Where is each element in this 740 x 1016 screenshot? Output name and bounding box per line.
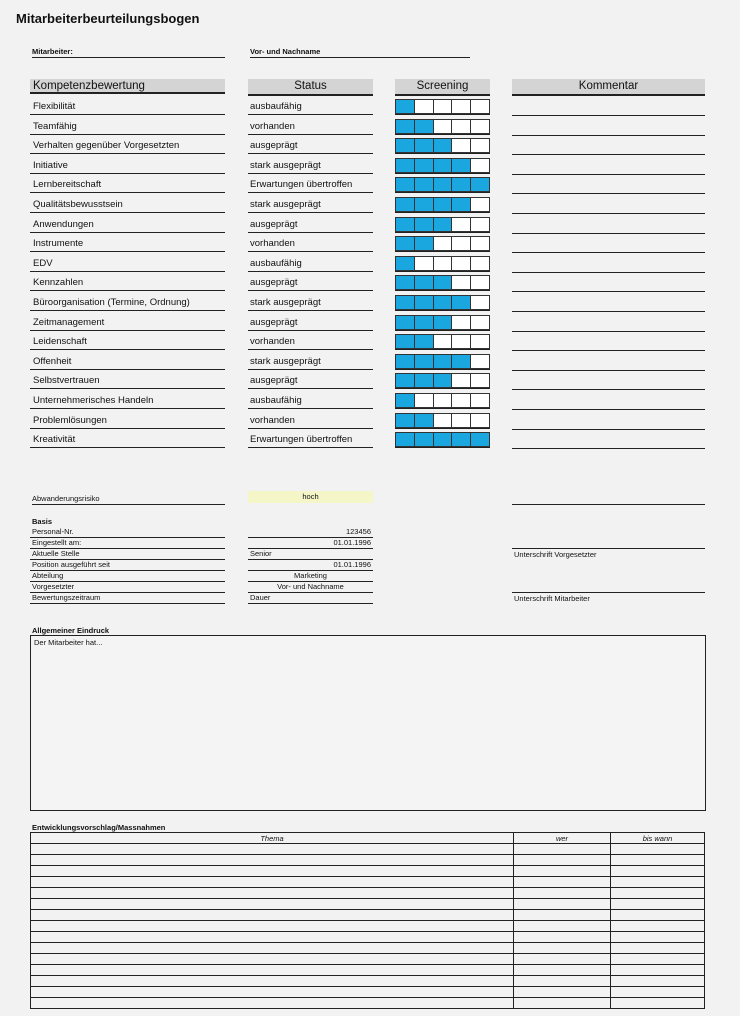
competency-label: Unternehmerisches Handeln <box>30 393 225 409</box>
screening-bar <box>395 99 490 115</box>
screening-cell-empty <box>433 236 452 251</box>
screening-cell-empty <box>470 295 490 310</box>
table-cell[interactable] <box>611 899 705 910</box>
deadline-column-header: bis wann <box>611 833 705 844</box>
competency-label: Zeitmanagement <box>30 315 225 331</box>
table-cell[interactable] <box>611 910 705 921</box>
screening-cell-filled <box>433 197 452 212</box>
screening-cell-empty <box>470 158 490 173</box>
table-cell[interactable] <box>514 888 611 899</box>
screening-cell-filled <box>414 373 433 388</box>
screening-cell-empty <box>451 393 470 408</box>
screening-cell-empty <box>451 138 470 153</box>
competency-comment-line[interactable] <box>512 432 705 449</box>
topic-column-header: Thema <box>31 833 514 844</box>
screening-bar <box>395 158 490 174</box>
screening-cell-empty <box>433 413 452 428</box>
competency-label: Kreativität <box>30 432 225 448</box>
table-row <box>31 965 705 976</box>
screening-cell-filled <box>414 119 433 134</box>
competency-label: Leidenschaft <box>30 334 225 350</box>
table-cell[interactable] <box>31 888 514 899</box>
screening-cell-filled <box>414 295 433 310</box>
table-cell[interactable] <box>514 965 611 976</box>
screening-cell-filled <box>451 354 470 369</box>
competency-label: Kennzahlen <box>30 275 225 291</box>
screening-cell-empty <box>451 413 470 428</box>
competency-label: EDV <box>30 256 225 272</box>
screening-cell-filled <box>395 432 414 447</box>
competency-label: Instrumente <box>30 236 225 252</box>
table-cell[interactable] <box>31 899 514 910</box>
employee-label: Mitarbeiter: <box>32 47 73 56</box>
screening-cell-empty <box>451 256 470 271</box>
table-cell[interactable] <box>514 998 611 1009</box>
screening-bar <box>395 354 490 370</box>
screening-bar <box>395 413 490 429</box>
table-cell[interactable] <box>611 932 705 943</box>
table-row <box>31 899 705 910</box>
table-row <box>31 987 705 998</box>
table-cell[interactable] <box>31 877 514 888</box>
impression-textbox[interactable] <box>30 635 706 811</box>
screening-cell-filled <box>433 315 452 330</box>
screening-bar <box>395 217 490 233</box>
competency-status[interactable]: ausgeprägt <box>248 373 373 389</box>
screening-bar <box>395 197 490 213</box>
table-cell[interactable] <box>611 844 705 855</box>
table-cell[interactable] <box>514 866 611 877</box>
table-row <box>31 976 705 987</box>
screening-cell-filled <box>433 138 452 153</box>
table-cell[interactable] <box>611 866 705 877</box>
screening-cell-filled <box>414 158 433 173</box>
screening-cell-empty <box>433 119 452 134</box>
basis-label: Personal-Nr. <box>30 527 225 538</box>
competency-comment-line[interactable] <box>512 275 705 292</box>
competency-status[interactable]: vorhanden <box>248 236 373 252</box>
competency-comment-line[interactable] <box>512 119 705 136</box>
competency-comment-line[interactable] <box>512 413 705 430</box>
screening-bar <box>395 295 490 311</box>
screening-bar <box>395 236 490 252</box>
competency-status[interactable]: stark ausgeprägt <box>248 354 373 370</box>
competency-status[interactable]: vorhanden <box>248 413 373 429</box>
competency-status[interactable]: stark ausgeprägt <box>248 197 373 213</box>
competency-comment-line[interactable] <box>512 393 705 410</box>
competence-column-header: Kompetenzbewertung <box>30 79 225 94</box>
competency-status[interactable]: ausgeprägt <box>248 275 373 291</box>
table-cell[interactable] <box>31 910 514 921</box>
screening-cell-empty <box>470 334 490 349</box>
screening-cell-empty <box>470 99 490 114</box>
screening-cell-filled <box>395 256 414 271</box>
screening-cell-empty <box>451 236 470 251</box>
screening-cell-filled <box>470 432 490 447</box>
screening-cell-empty <box>470 236 490 251</box>
supervisor-signature-label: Unterschrift Vorgesetzter <box>514 550 597 559</box>
table-cell[interactable] <box>514 855 611 866</box>
competency-comment-line[interactable] <box>512 158 705 175</box>
table-row <box>31 877 705 888</box>
basis-value[interactable]: 01.01.1996 <box>248 538 373 549</box>
table-cell[interactable] <box>31 844 514 855</box>
table-cell[interactable] <box>31 943 514 954</box>
screening-bar <box>395 334 490 350</box>
screening-cell-filled <box>395 373 414 388</box>
competency-comment-line[interactable] <box>512 256 705 273</box>
table-cell[interactable] <box>31 987 514 998</box>
competency-status[interactable]: Erwartungen übertroffen <box>248 177 373 193</box>
screening-cell-empty <box>470 354 490 369</box>
table-cell[interactable] <box>611 965 705 976</box>
screening-cell-filled <box>414 236 433 251</box>
screening-cell-empty <box>470 315 490 330</box>
competency-label: Initiative <box>30 158 225 174</box>
status-column-header: Status <box>248 79 373 96</box>
screening-cell-filled <box>451 295 470 310</box>
screening-cell-empty <box>433 334 452 349</box>
screening-bar <box>395 393 490 409</box>
screening-cell-empty <box>451 373 470 388</box>
competency-status[interactable]: ausgeprägt <box>248 138 373 154</box>
competency-comment-line[interactable] <box>512 236 705 253</box>
basis-title: Basis <box>32 517 53 526</box>
basis-label: Bewertungszeitraum <box>30 593 225 604</box>
table-cell[interactable] <box>514 954 611 965</box>
competency-comment-line[interactable] <box>512 295 705 312</box>
screening-bar <box>395 432 490 448</box>
competency-status[interactable]: ausgeprägt <box>248 315 373 331</box>
screening-cell-filled <box>451 432 470 447</box>
employee-name-label: Vor- und Nachname <box>250 47 321 56</box>
table-cell[interactable] <box>514 987 611 998</box>
table-cell[interactable] <box>611 998 705 1009</box>
screening-cell-filled <box>414 413 433 428</box>
screening-cell-filled <box>433 295 452 310</box>
competency-status[interactable]: vorhanden <box>248 119 373 135</box>
basis-label: Abteilung <box>30 571 225 582</box>
risk-label: Abwanderungsrisiko <box>32 494 225 505</box>
table-cell[interactable] <box>611 943 705 954</box>
development-title: Entwicklungsvorschlag/Massnahmen <box>32 823 166 832</box>
employee-signature-label: Unterschrift Mitarbeiter <box>514 594 590 603</box>
competency-status[interactable]: stark ausgeprägt <box>248 295 373 311</box>
competency-comment-line[interactable] <box>512 217 705 234</box>
basis-value[interactable]: Dauer <box>248 593 373 604</box>
screening-cell-filled <box>470 177 490 192</box>
basis-label: Position ausgeführt seit <box>30 560 225 571</box>
screening-cell-filled <box>395 413 414 428</box>
table-cell[interactable] <box>31 932 514 943</box>
table-cell[interactable] <box>514 921 611 932</box>
table-cell[interactable] <box>611 976 705 987</box>
supervisor-signature-line[interactable] <box>512 548 705 549</box>
screening-cell-filled <box>395 138 414 153</box>
competency-label: Flexibilität <box>30 99 225 115</box>
competency-status[interactable]: ausgeprägt <box>248 217 373 233</box>
screening-column-header: Screening <box>395 79 490 96</box>
competency-label: Offenheit <box>30 354 225 370</box>
table-row <box>31 921 705 932</box>
competency-label: Lernbereitschaft <box>30 177 225 193</box>
competency-label: Büroorganisation (Termine, Ordnung) <box>30 295 225 311</box>
competency-comment-line[interactable] <box>512 177 705 194</box>
table-row <box>31 888 705 899</box>
table-cell[interactable] <box>514 877 611 888</box>
page-title: Mitarbeiterbeurteilungsbogen <box>16 11 200 26</box>
table-cell[interactable] <box>611 888 705 899</box>
competency-comment-line[interactable] <box>512 99 705 116</box>
competency-status[interactable]: stark ausgeprägt <box>248 158 373 174</box>
screening-cell-empty <box>470 373 490 388</box>
screening-cell-filled <box>414 354 433 369</box>
screening-cell-filled <box>451 158 470 173</box>
screening-cell-filled <box>395 99 414 114</box>
screening-cell-empty <box>451 99 470 114</box>
basis-value[interactable]: Marketing <box>248 571 373 582</box>
table-cell[interactable] <box>514 844 611 855</box>
screening-cell-filled <box>414 334 433 349</box>
screening-cell-filled <box>414 217 433 232</box>
table-row <box>31 910 705 921</box>
screening-cell-filled <box>433 158 452 173</box>
impression-title: Allgemeiner Eindruck <box>32 626 110 635</box>
screening-cell-filled <box>433 275 452 290</box>
competency-status[interactable]: vorhanden <box>248 334 373 350</box>
table-cell[interactable] <box>31 921 514 932</box>
screening-cell-empty <box>451 334 470 349</box>
basis-value[interactable]: 123456 <box>248 527 373 538</box>
table-cell[interactable] <box>31 866 514 877</box>
screening-cell-filled <box>433 217 452 232</box>
screening-cell-filled <box>395 393 414 408</box>
screening-cell-filled <box>433 373 452 388</box>
screening-cell-filled <box>414 197 433 212</box>
table-cell[interactable] <box>611 954 705 965</box>
screening-cell-empty <box>451 315 470 330</box>
table-row <box>31 932 705 943</box>
competency-label: Problemlösungen <box>30 413 225 429</box>
screening-cell-filled <box>395 197 414 212</box>
table-cell[interactable] <box>514 932 611 943</box>
competency-status[interactable]: Erwartungen übertroffen <box>248 432 373 448</box>
screening-bar <box>395 275 490 291</box>
table-cell[interactable] <box>611 921 705 932</box>
screening-cell-empty <box>470 197 490 212</box>
impression-text: Der Mitarbeiter hat... <box>34 638 103 647</box>
screening-cell-empty <box>470 217 490 232</box>
basis-value[interactable]: Senior <box>248 549 373 560</box>
screening-bar <box>395 373 490 389</box>
screening-cell-empty <box>451 217 470 232</box>
competency-label: Qualitätsbewusstsein <box>30 197 225 213</box>
screening-cell-filled <box>395 119 414 134</box>
screening-cell-filled <box>395 217 414 232</box>
screening-cell-empty <box>470 393 490 408</box>
screening-cell-filled <box>395 177 414 192</box>
screening-cell-filled <box>395 236 414 251</box>
table-cell[interactable] <box>31 855 514 866</box>
competency-comment-line[interactable] <box>512 334 705 351</box>
screening-bar <box>395 315 490 331</box>
screening-cell-filled <box>395 315 414 330</box>
table-cell[interactable] <box>31 976 514 987</box>
development-table <box>30 832 705 1009</box>
screening-cell-filled <box>414 315 433 330</box>
who-column-header: wer <box>514 833 611 844</box>
table-cell[interactable] <box>31 965 514 976</box>
competency-label: Anwendungen <box>30 217 225 233</box>
screening-cell-empty <box>414 99 433 114</box>
screening-cell-filled <box>433 177 452 192</box>
competency-status[interactable]: ausbaufähig <box>248 393 373 409</box>
table-cell[interactable] <box>514 910 611 921</box>
employee-name-field[interactable] <box>250 47 470 58</box>
competency-comment-line[interactable] <box>512 197 705 214</box>
table-cell[interactable] <box>514 976 611 987</box>
basis-value[interactable]: 01.01.1996 <box>248 560 373 571</box>
screening-cell-empty <box>414 256 433 271</box>
risk-value[interactable]: hoch <box>248 491 373 503</box>
table-row <box>31 998 705 1009</box>
screening-cell-filled <box>395 354 414 369</box>
table-row <box>31 866 705 877</box>
basis-label: Eingestellt am: <box>30 538 225 549</box>
screening-cell-filled <box>395 275 414 290</box>
competency-label: Verhalten gegenüber Vorgesetzten <box>30 138 225 154</box>
competency-label: Selbstvertrauen <box>30 373 225 389</box>
screening-cell-empty <box>433 99 452 114</box>
screening-cell-empty <box>470 413 490 428</box>
competency-comment-line[interactable] <box>512 373 705 390</box>
screening-cell-empty <box>451 119 470 134</box>
employee-field[interactable] <box>32 47 225 58</box>
table-cell[interactable] <box>611 987 705 998</box>
screening-cell-filled <box>451 197 470 212</box>
screening-cell-empty <box>433 393 452 408</box>
screening-cell-filled <box>414 275 433 290</box>
screening-cell-filled <box>433 354 452 369</box>
table-row <box>31 954 705 965</box>
competency-comment-line[interactable] <box>512 138 705 155</box>
competency-status[interactable]: ausbaufähig <box>248 256 373 272</box>
screening-bar <box>395 119 490 135</box>
screening-cell-empty <box>414 393 433 408</box>
table-cell[interactable] <box>31 998 514 1009</box>
screening-cell-filled <box>451 177 470 192</box>
screening-cell-filled <box>395 158 414 173</box>
comment-column-header: Kommentar <box>512 79 705 96</box>
screening-cell-empty <box>433 256 452 271</box>
table-cell[interactable] <box>611 877 705 888</box>
screening-bar <box>395 138 490 154</box>
screening-cell-empty <box>451 275 470 290</box>
table-cell[interactable] <box>514 899 611 910</box>
competency-comment-line[interactable] <box>512 315 705 332</box>
screening-cell-filled <box>414 432 433 447</box>
screening-bar <box>395 177 490 193</box>
basis-label: Vorgesetzter <box>30 582 225 593</box>
table-row <box>31 844 705 855</box>
screening-bar <box>395 256 490 272</box>
screening-cell-filled <box>414 138 433 153</box>
screening-cell-filled <box>395 295 414 310</box>
basis-label: Aktuelle Stelle <box>30 549 225 560</box>
table-row <box>31 855 705 866</box>
competency-label: Teamfähig <box>30 119 225 135</box>
table-cell[interactable] <box>611 855 705 866</box>
screening-cell-empty <box>470 256 490 271</box>
employee-signature-line[interactable] <box>512 592 705 593</box>
risk-comment-line[interactable] <box>512 504 705 505</box>
screening-cell-empty <box>470 275 490 290</box>
table-cell[interactable] <box>31 954 514 965</box>
screening-cell-filled <box>414 177 433 192</box>
screening-cell-filled <box>395 334 414 349</box>
competency-status[interactable]: ausbaufähig <box>248 99 373 115</box>
screening-cell-empty <box>470 138 490 153</box>
competency-comment-line[interactable] <box>512 354 705 371</box>
table-row <box>31 943 705 954</box>
basis-value[interactable]: Vor- und Nachname <box>248 582 373 593</box>
table-cell[interactable] <box>514 943 611 954</box>
screening-cell-empty <box>470 119 490 134</box>
screening-cell-filled <box>433 432 452 447</box>
